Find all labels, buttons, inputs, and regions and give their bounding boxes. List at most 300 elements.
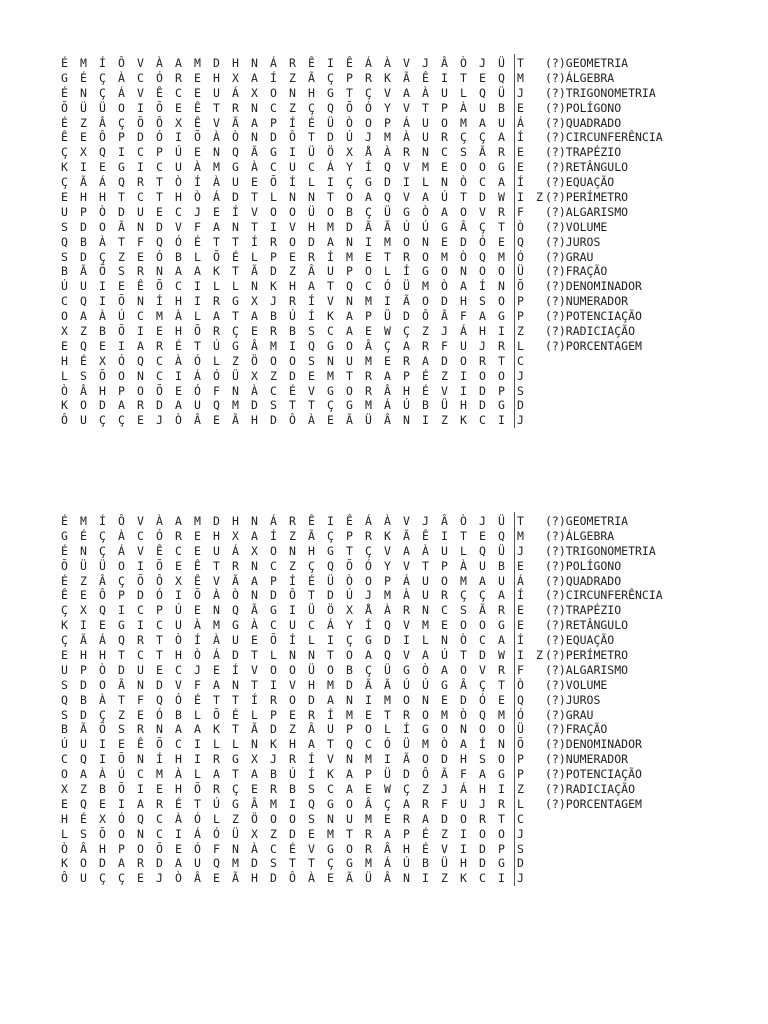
grid-letter: R (137, 856, 144, 871)
grid-letter: T (308, 130, 315, 145)
grid-letter: Ã (308, 70, 315, 85)
grid-letter: Ç (346, 633, 353, 648)
grid-letter: A (213, 219, 220, 234)
grid-letter: Õ (213, 707, 220, 722)
grid-row (55, 190, 543, 205)
grid-letter: T (517, 514, 524, 528)
grid-letter: V (251, 662, 258, 677)
grid-letter: P (270, 115, 277, 130)
grid-letter: M (460, 573, 467, 588)
grid-letter: S (479, 752, 486, 767)
grid-letter: Ü (384, 662, 391, 677)
grid-letter: V (308, 841, 315, 856)
grid-letter: Ã (479, 145, 486, 160)
grid-letter: N (289, 85, 296, 100)
grid-letter: Ç (479, 219, 486, 234)
grid-letter: G (270, 145, 277, 160)
grid-letter: E (175, 558, 182, 573)
grid-letter: E (80, 588, 87, 603)
grid-letter: À (99, 234, 106, 249)
grid-letter: O (460, 811, 467, 826)
grid-letter: I (517, 648, 524, 663)
grid-letter: V (403, 514, 410, 528)
grid-letter: K (61, 398, 68, 413)
grid-letter: N (498, 737, 505, 752)
grid-letter: D (308, 234, 315, 249)
grid-row (55, 528, 524, 544)
grid-letter: G (61, 528, 68, 543)
grid-letter: Z (536, 190, 543, 205)
grid-letter: À (251, 383, 258, 398)
grid-letter: R (213, 782, 220, 797)
grid-letter: C (156, 618, 163, 633)
grid-letter: S (118, 722, 125, 737)
grid-letter: U (213, 543, 220, 558)
grid-letter: Ü (498, 543, 505, 558)
grid-letter: Ò (441, 737, 448, 752)
grid-letter: M (156, 309, 163, 324)
grid-letter: H (479, 324, 486, 339)
grid-letter: D (80, 707, 87, 722)
grid-letter: L (61, 826, 68, 841)
grid-letter: J (517, 871, 524, 886)
grid-letter: Ü (498, 85, 505, 100)
word-list-item: (?)ALGARISMO (545, 204, 629, 219)
grid-letter: I (460, 826, 467, 841)
grid-letter: M (270, 796, 277, 811)
grid-letter: É (80, 70, 87, 85)
grid-letter: R (270, 692, 277, 707)
grid-letter: W (498, 648, 505, 663)
grid-letter: Í (308, 294, 315, 309)
word-list-item: (?)VOLUME (545, 677, 608, 692)
grid-letter: A (479, 767, 486, 782)
grid-letter: E (517, 160, 524, 175)
grid-letter: À (118, 528, 125, 543)
grid-letter: X (251, 752, 258, 767)
grid-letter: N (308, 190, 315, 205)
grid-letter: H (308, 85, 315, 100)
grid-row (55, 100, 524, 116)
grid-letter: O (403, 692, 410, 707)
grid-letter: C (137, 603, 144, 618)
grid-letter: Ú (175, 603, 182, 618)
grid-letter: Â (308, 722, 315, 737)
grid-letter: Q (80, 338, 87, 353)
grid-letter: T (460, 528, 467, 543)
grid-letter: E (384, 811, 391, 826)
grid-letter: O (270, 85, 277, 100)
grid-letter: Á (270, 514, 277, 528)
grid-letter: U (346, 353, 353, 368)
grid-letter: Q (213, 398, 220, 413)
grid-letter: M (365, 856, 372, 871)
grid-letter: Õ (118, 782, 125, 797)
grid-letter: T (327, 190, 334, 205)
grid-letter: D (479, 841, 486, 856)
grid-letter: C (479, 175, 486, 190)
grid-letter: Õ (99, 722, 106, 737)
grid-letter: A (498, 633, 505, 648)
grid-letter: R (403, 249, 410, 264)
grid-letter: Í (327, 249, 334, 264)
grid-letter: Ã (384, 219, 391, 234)
grid-letter: O (118, 100, 125, 115)
grid-letter: E (137, 249, 144, 264)
grid-letter: N (251, 558, 258, 573)
grid-letter: Ê (422, 70, 429, 85)
grid-letter: U (80, 737, 87, 752)
grid-letter: S (61, 249, 68, 264)
grid-letter: G (232, 752, 239, 767)
grid-letter: A (213, 767, 220, 782)
grid-letter: E (137, 871, 144, 886)
grid-letter: N (346, 752, 353, 767)
grid-letter: N (156, 722, 163, 737)
grid-letter: Â (251, 338, 258, 353)
grid-letter: O (460, 160, 467, 175)
grid-letter: Í (99, 56, 106, 70)
word-list-item: (?)PERÍMETRO (545, 648, 629, 663)
grid-letter: A (403, 338, 410, 353)
grid-letter: D (384, 175, 391, 190)
grid-letter: O (99, 219, 106, 234)
grid-letter: Õ (156, 558, 163, 573)
grid-letter: D (270, 264, 277, 279)
grid-letter: B (99, 324, 106, 339)
grid-letter: F (441, 338, 448, 353)
grid-letter: D (270, 130, 277, 145)
grid-letter: Ú (441, 648, 448, 663)
grid-letter: X (99, 811, 106, 826)
grid-letter: Ã (365, 219, 372, 234)
grid-letter: O (460, 662, 467, 677)
grid-letter: H (61, 811, 68, 826)
grid-letter: Q (137, 811, 144, 826)
grid-letter: Í (289, 175, 296, 190)
grid-letter: R (175, 70, 182, 85)
grid-row (55, 662, 524, 678)
grid-letter: M (346, 249, 353, 264)
grid-letter: Z (422, 782, 429, 797)
grid-letter: J (156, 871, 163, 886)
grid-letter: T (213, 234, 220, 249)
grid-letter: D (441, 294, 448, 309)
grid-letter: H (460, 398, 467, 413)
grid-letter: G (346, 398, 353, 413)
grid-letter: Á (460, 782, 467, 797)
grid-letter: N (346, 234, 353, 249)
grid-letter: Ú (118, 309, 125, 324)
grid-letter: N (251, 588, 258, 603)
grid-letter: O (346, 338, 353, 353)
grid-letter: M (384, 692, 391, 707)
grid-letter: I (403, 175, 410, 190)
grid-letter: P (346, 528, 353, 543)
grid-letter: A (251, 767, 258, 782)
grid-letter: Ü (308, 204, 315, 219)
grid-letter: L (194, 249, 201, 264)
grid-letter: I (194, 294, 201, 309)
grid-letter: Ò (422, 204, 429, 219)
grid-letter: À (194, 618, 201, 633)
grid-row (55, 219, 524, 235)
grid-letter: U (175, 618, 182, 633)
grid-letter: X (99, 353, 106, 368)
grid-letter: E (213, 662, 220, 677)
grid-letter: Ô (118, 56, 125, 70)
grid-letter: Ã (80, 175, 87, 190)
grid-letter: C (156, 160, 163, 175)
grid-letter: V (137, 85, 144, 100)
grid-letter: Ò (460, 514, 467, 528)
grid-letter: Á (118, 85, 125, 100)
grid-letter: I (422, 413, 429, 428)
grid-letter: Ê (194, 573, 201, 588)
grid-letter: M (327, 368, 334, 383)
grid-letter: T (213, 558, 220, 573)
word-list-item: (?)VOLUME (545, 219, 608, 234)
grid-letter: O (289, 204, 296, 219)
grid-letter: D (80, 677, 87, 692)
grid-letter: Ü (365, 413, 372, 428)
grid-letter: Ê (137, 279, 144, 294)
word-list-item: (?)FRAÇÃO (545, 264, 608, 279)
grid-letter: Ê (194, 115, 201, 130)
grid-letter: A (460, 737, 467, 752)
grid-letter: Ç (327, 528, 334, 543)
grid-letter: U (460, 338, 467, 353)
grid-letter: E (61, 796, 68, 811)
grid-letter: O (422, 249, 429, 264)
grid-letter: V (384, 543, 391, 558)
grid-letter: G (118, 160, 125, 175)
grid-letter: E (327, 413, 334, 428)
grid-letter: C (61, 752, 68, 767)
grid-letter: R (479, 353, 486, 368)
grid-letter: E (99, 160, 106, 175)
grid-letter: M (213, 160, 220, 175)
grid-letter: M (232, 856, 239, 871)
grid-letter: G (422, 264, 429, 279)
grid-letter: U (346, 811, 353, 826)
grid-letter: H (175, 648, 182, 663)
grid-letter: Í (156, 752, 163, 767)
word-list-item: (?)JUROS (545, 234, 601, 249)
grid-letter: Q (517, 234, 524, 249)
grid-letter: Z (118, 249, 125, 264)
grid-letter: R (365, 528, 372, 543)
grid-letter: M (327, 219, 334, 234)
grid-letter: Q (327, 100, 334, 115)
grid-letter: L (213, 353, 220, 368)
grid-letter: Â (80, 383, 87, 398)
grid-letter: T (289, 856, 296, 871)
grid-letter: P (156, 145, 163, 160)
grid-letter: A (80, 767, 87, 782)
grid-letter: M (422, 737, 429, 752)
grid-letter: I (270, 677, 277, 692)
grid-letter: O (498, 368, 505, 383)
grid-letter: Â (99, 115, 106, 130)
grid-letter: O (99, 677, 106, 692)
grid-letter: Ò (61, 383, 68, 398)
word-list-item: (?)NUMERADOR (545, 294, 629, 309)
grid-row (55, 618, 524, 633)
grid-letter: P (441, 100, 448, 115)
grid-letter: J (270, 294, 277, 309)
grid-letter: Ç (365, 543, 372, 558)
grid-letter: V (479, 204, 486, 219)
word-list-item: (?)TRAPÉZIO (545, 145, 622, 160)
grid-letter: T (498, 811, 505, 826)
grid-letter: C (270, 383, 277, 398)
grid-letter: Ü (384, 204, 391, 219)
grid-letter: I (118, 603, 125, 618)
grid-letter: L (213, 279, 220, 294)
grid-letter: Â (365, 338, 372, 353)
word-list-item: (?)DENOMINADOR (545, 737, 642, 752)
grid-letter: X (61, 782, 68, 797)
grid-letter: E (308, 826, 315, 841)
grid-row (55, 264, 524, 279)
grid-letter: Ü (441, 856, 448, 871)
grid-letter: C (327, 782, 334, 797)
grid-letter: E (175, 383, 182, 398)
grid-letter: G (232, 796, 239, 811)
grid-letter: N (232, 677, 239, 692)
grid-letter: P (384, 115, 391, 130)
grid-letter: T (327, 648, 334, 663)
grid-letter: M (194, 514, 201, 528)
grid-letter: W (384, 782, 391, 797)
grid-letter: Z (517, 324, 524, 339)
grid-letter: M (80, 514, 87, 528)
grid-letter: S (308, 324, 315, 339)
grid-row (55, 588, 524, 603)
grid-letter: É (80, 528, 87, 543)
grid-letter: N (137, 219, 144, 234)
grid-letter: À (175, 767, 182, 782)
grid-letter: P (270, 573, 277, 588)
grid-letter: R (232, 100, 239, 115)
grid-letter: O (441, 722, 448, 737)
grid-letter: A (327, 234, 334, 249)
grid-letter: M (422, 160, 429, 175)
word-list-item: (?)EQUAÇÃO (545, 175, 615, 190)
grid-letter: U (61, 662, 68, 677)
grid-letter: I (441, 70, 448, 85)
grid-letter: C (137, 648, 144, 663)
grid-letter: Ç (61, 603, 68, 618)
grid-letter: I (137, 618, 144, 633)
grid-letter: Õ (61, 100, 68, 115)
grid-letter: E (498, 692, 505, 707)
grid-letter: A (479, 115, 486, 130)
grid-letter: C (175, 204, 182, 219)
grid-letter: V (441, 383, 448, 398)
grid-letter: Í (289, 633, 296, 648)
grid-letter: A (118, 856, 125, 871)
grid-row (55, 737, 524, 752)
grid-letter: O (346, 796, 353, 811)
grid-letter: C (137, 70, 144, 85)
grid-letter: Ô (99, 588, 106, 603)
grid-letter: Õ (346, 100, 353, 115)
grid-letter: Å (365, 145, 372, 160)
grid-letter: D (80, 249, 87, 264)
grid-letter: V (213, 573, 220, 588)
grid-letter: R (137, 175, 144, 190)
grid-letter: V (403, 648, 410, 663)
grid-letter: Z (289, 100, 296, 115)
grid-letter: Ç (118, 413, 125, 428)
grid-letter: R (137, 722, 144, 737)
grid-letter: H (403, 383, 410, 398)
grid-letter: W (498, 190, 505, 205)
grid-letter: C (137, 190, 144, 205)
grid-letter: Ç (232, 782, 239, 797)
grid-letter: D (213, 514, 220, 528)
grid-letter: H (289, 737, 296, 752)
grid-letter: Ò (194, 648, 201, 663)
grid-letter: E (251, 782, 258, 797)
grid-letter: X (251, 85, 258, 100)
grid-letter: J (194, 662, 201, 677)
grid-letter: N (422, 234, 429, 249)
grid-letter: À (99, 767, 106, 782)
grid-letter: Ã (251, 145, 258, 160)
grid-letter: H (251, 871, 258, 886)
grid-letter: Ç (99, 543, 106, 558)
grid-letter: J (517, 826, 524, 841)
grid-letter: J (422, 514, 429, 528)
grid-letter: E (308, 368, 315, 383)
grid-letter: Ò (517, 677, 524, 692)
grid-letter: Z (289, 264, 296, 279)
grid-letter: E (441, 692, 448, 707)
grid-letter: H (308, 219, 315, 234)
grid-letter: Í (156, 294, 163, 309)
grid-letter: J (441, 324, 448, 339)
grid-letter: Z (232, 811, 239, 826)
grid-row (55, 856, 524, 871)
grid-letter: P (118, 841, 125, 856)
grid-letter: Y (346, 618, 353, 633)
grid-letter: C (175, 279, 182, 294)
grid-letter: O (346, 383, 353, 398)
grid-letter: R (403, 145, 410, 160)
grid-letter: Â (384, 413, 391, 428)
grid-letter: I (327, 175, 334, 190)
grid-letter: À (156, 56, 163, 70)
grid-letter: Ú (118, 767, 125, 782)
grid-letter: B (346, 662, 353, 677)
grid-letter: Ó (517, 249, 524, 264)
grid-letter: P (365, 309, 372, 324)
grid-letter: I (498, 324, 505, 339)
grid-letter: M (270, 338, 277, 353)
grid-letter: F (213, 383, 220, 398)
grid-letter: H (460, 752, 467, 767)
grid-letter: I (194, 752, 201, 767)
grid-letter: Á (384, 398, 391, 413)
grid-letter: V (441, 841, 448, 856)
grid-letter: O (118, 826, 125, 841)
grid-letter: D (251, 398, 258, 413)
grid-letter: É (232, 707, 239, 722)
grid-letter: T (498, 219, 505, 234)
